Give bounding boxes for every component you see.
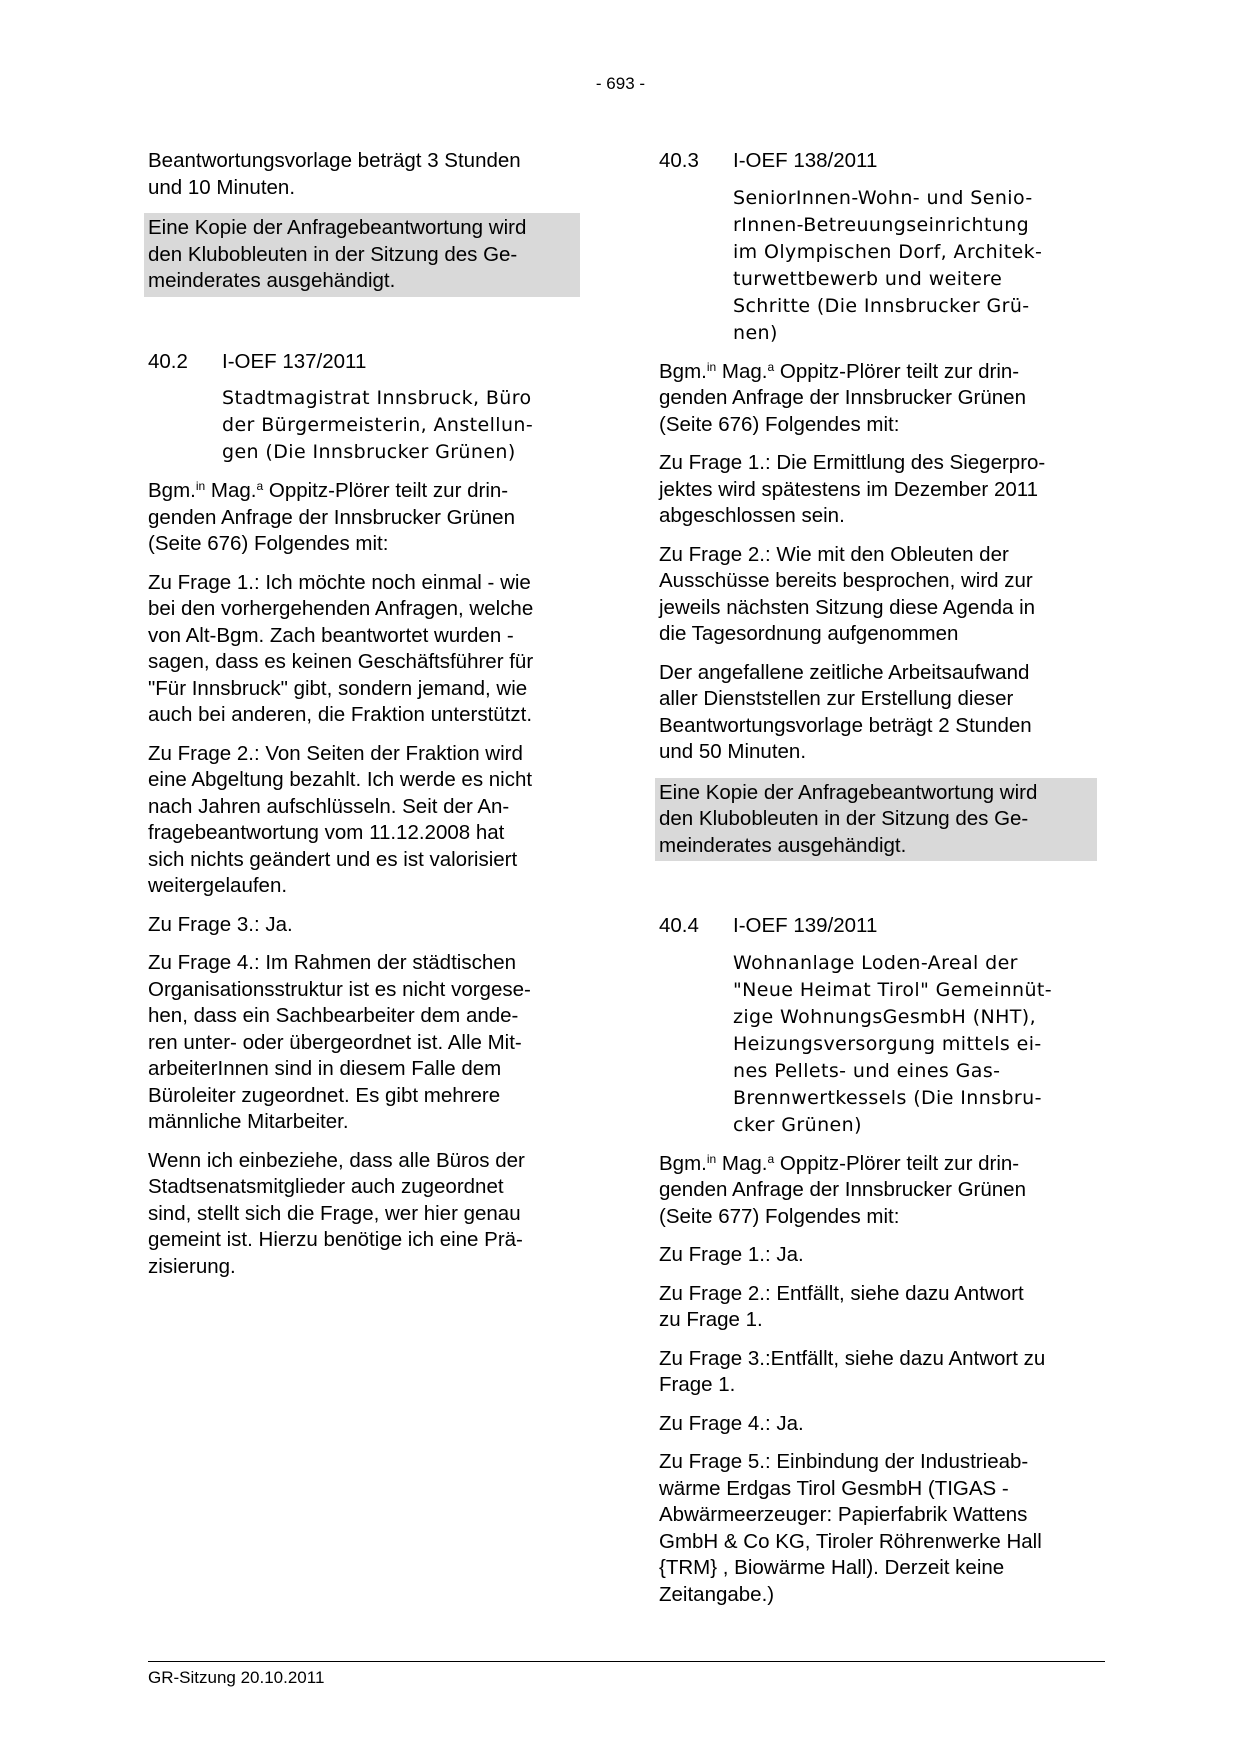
copy-note-highlight: Eine Kopie der Anfragebeantwortung wird den Klubobleuten in der Sitzung des Ge- meinderates ausgehändigt.: [655, 778, 1097, 862]
answer-question-2: Zu Frage 2.: Wie mit den Obleuten der Ausschüsse bereits besprochen, wird zur jeweils nächsten Sitzung diese Agenda in die Tagesordnung aufgenommen: [659, 542, 1036, 645]
left-column: [148, 148, 580, 1292]
section-title: SeniorInnen-Wohn- und Senio- rInnen-Betreuungseinrichtung im Olympischen Dorf, Architek- turwettbewerb und weitere Schritte (Die Innsbrucker Grü- nen): [733, 186, 1043, 344]
answer-question-1: Zu Frage 1.: Ich möchte noch einmal - wie bei den vorhergehenden Anfragen, welche von Alt-Bgm. Zach beantwortet wurden - sagen, dass es keinen Geschäftsführer für "Für Innsbruck" gibt, sondern jemand, wie auch bei anderen, die Fraktion unterstützt.: [148, 570, 534, 726]
section-number: 40.3: [659, 149, 699, 172]
section-title: Wohnanlage Loden-Areal der "Neue Heimat Tirol" Gemeinnüt- zige WohnungsGesmbH (NHT), Heizungsversorgung mittels ei- nes Pellets- und eines Gas- Brennwertkessels (Die Innsbru- cker Grünen): [733, 951, 1053, 1136]
page-number: - 693 -: [595, 74, 646, 93]
mayor-statement: Bgm.$^{in}$ Mag.$^a$ Oppitz-Plörer teilt zur drin- genden Anfrage der Innsbrucker Grünen (Seite 676) Folgendes mit:: [148, 479, 515, 555]
section-reference: I-OEF 139/2011: [733, 914, 878, 937]
section-reference: I-OEF 137/2011: [222, 349, 367, 373]
answer-question-1: Zu Frage 1.: Die Ermittlung des Siegerpro- jektes wird spätestens im Dezember 2011 abgeschlossen sein.: [659, 451, 1046, 527]
answer-question-4: Zu Frage 4.: Im Rahmen der städtischen Organisationsstruktur ist es nicht vorgese- hen, dass ein Sachbearbeiter dem ande- ren unter- oder übergeordnet ist. Alle Mit- arbeiterInnen sind in diesem Falle dem Büroleiter zugeordnet. Es gibt mehrere männliche Mitarbeiter.: [148, 951, 531, 1133]
section-number: 40.2: [148, 349, 188, 373]
answer-question-4: Zu Frage 4.: Ja.: [659, 1411, 804, 1435]
section-heading-40-2: [148, 349, 580, 376]
answer-question-2: Zu Frage 2.: Entfällt, siehe dazu Antwort zu Frage 1.: [659, 1281, 1024, 1331]
footer-divider: [148, 1661, 1105, 1662]
section-number: 40.4: [659, 914, 699, 937]
section-reference: I-OEF 138/2011: [733, 149, 878, 172]
answer-question-3: Zu Frage 3.:Entfällt, siehe dazu Antwort zu Frage 1.: [659, 1346, 1046, 1396]
section-heading-40-3: [659, 148, 1097, 175]
footer-session-date: GR-Sitzung 20.10.2011: [148, 1668, 325, 1687]
effort-paragraph: Der angefallene zeitliche Arbeitsaufwand aller Dienststellen zur Erstellung dieser Beantwortungsvorlage beträgt 2 Stunden und 50 Minuten.: [659, 660, 1032, 763]
right-column: [659, 148, 1097, 1620]
answer-question-5: Zu Frage 5.: Einbindung der Industrieab- wärme Erdgas Tirol GesmbH (TIGAS - Abwärmeerzeuger: Papierfabrik Wattens GmbH & Co KG, Tiroler Röhrenwerke Hall {TRM} , Biowärme Hall). Derzeit keine Zeitangabe.): [659, 1450, 1042, 1606]
intro-paragraph: Beantwortungsvorlage beträgt 3 Stunden und 10 Minuten.: [148, 149, 521, 199]
answer-question-1: Zu Frage 1.: Ja.: [659, 1243, 804, 1266]
section-title: Stadtmagistrat Innsbruck, Büro der Bürgermeisterin, Anstellun- gen (Die Innsbrucker Grünen): [222, 387, 534, 463]
answer-question-3: Zu Frage 3.: Ja.: [148, 912, 293, 936]
mayor-statement: Bgm.$^{in}$ Mag.$^a$ Oppitz-Plörer teilt zur drin- genden Anfrage der Innsbrucker Grünen (Seite 676) Folgendes mit:: [659, 359, 1026, 436]
mayor-statement: Bgm.$^{in}$ Mag.$^a$ Oppitz-Plörer teilt zur drin- genden Anfrage der Innsbrucker Grünen (Seite 677) Folgendes mit:: [659, 1151, 1026, 1228]
copy-note-highlight: Eine Kopie der Anfragebeantwortung wird den Klubobleuten in der Sitzung des Ge- meinderates ausgehändigt.: [144, 213, 580, 297]
section-heading-40-4: [659, 913, 1097, 940]
answer-question-2: Zu Frage 2.: Von Seiten der Fraktion wird eine Abgeltung bezahlt. Ich werde es nicht nach Jahren aufschlüsseln. Seit der An- fragebeantwortung vom 11.12.2008 hat sich nichts geändert und es ist valorisiert weitergelaufen.: [148, 741, 533, 897]
closing-paragraph: Wenn ich einbeziehe, dass alle Büros der Stadtsenatsmitglieder auch zugeordnet sind, stellt sich die Frage, wer hier genau gemeint ist. Hierzu benötige ich eine Prä- zisierung.: [148, 1148, 525, 1278]
